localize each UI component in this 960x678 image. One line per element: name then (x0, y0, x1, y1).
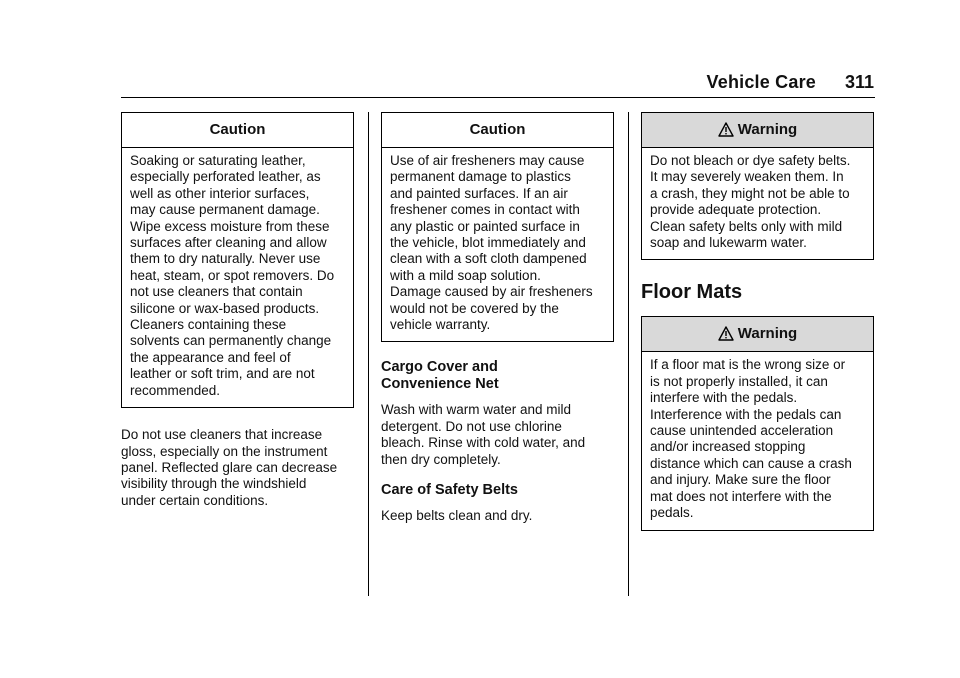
cargo-cover-text: Wash with warm water and mild detergent. Do not use chlorine bleach. Rinse with cold water, and then dry completely. (381, 402, 586, 467)
warning-box-safety-belts (641, 112, 874, 260)
warning-header (642, 113, 873, 148)
section-title: Vehicle Care (706, 72, 816, 92)
page-header (0, 72, 874, 94)
warning-header (642, 317, 873, 352)
warning-title: Warning (737, 121, 798, 138)
column-3 (641, 112, 874, 531)
cargo-cover-heading: Cargo Cover and Convenience Net (381, 359, 499, 393)
safety-belts-text: Keep belts clean and dry. (381, 508, 533, 524)
column-divider-left (368, 112, 369, 596)
warning-title: Warning (737, 325, 798, 343)
safety-belts-heading: Care of Safety Belts (381, 482, 518, 499)
page-number: 311 (844, 72, 874, 92)
caution-title: Caution (122, 113, 353, 148)
warning-triangle-icon (718, 320, 734, 354)
caution-box-leather (121, 112, 354, 408)
caution-text: Use of air fresheners may cause permanent damage to plastics and painted surfaces. If an air freshener comes in contact with any plastic or painted surface in the vehicle, blot immediately and clean with a soft cloth dampened with a mild soap solution. Damage caused by air fresheners would not be covered by the vehicle warranty. (390, 153, 593, 333)
warning-box-floor-mats (641, 316, 874, 530)
warning-text: Do not bleach or dye safety belts. It may severely weaken them. In a crash, they might not be able to provide adequate protection. Clean safety belts only with mild soap and lukewarm water. (650, 153, 851, 251)
warning-text: If a floor mat is the wrong size or is not properly installed, it can interfere with the pedals. Interference with the pedals can cause unintended acceleration and/or increased stopping distance which can cause a crash and injury. Make sure the floor mat does not interfere with the pedals. (650, 357, 852, 521)
cleaners-paragraph: Do not use cleaners that increase gloss, especially on the instrument panel. Reflected glare can decrease visibility through the windshield under certain conditions. (121, 427, 338, 508)
caution-title: Caution (382, 113, 613, 148)
column-1 (121, 112, 354, 509)
header-rule (121, 97, 875, 98)
warning-triangle-icon (718, 116, 734, 150)
caution-text: Soaking or saturating leather, especially perforated leather, as well as other interior surfaces, may cause permanent damage. Wipe excess moisture from these surfaces after cleaning and allow them to dry naturally. Never use heat, steam, or spot removers. Do not use cleaners that contain silicone or wax-based products. Cleaners containing these solvents can permanently change the appearance and feel of leather or soft trim, and are not recommended. (130, 153, 335, 398)
caution-box-air-fresheners (381, 112, 614, 342)
floor-mats-heading: Floor Mats (641, 281, 743, 304)
column-divider-right (628, 112, 629, 596)
column-2 (381, 112, 614, 525)
